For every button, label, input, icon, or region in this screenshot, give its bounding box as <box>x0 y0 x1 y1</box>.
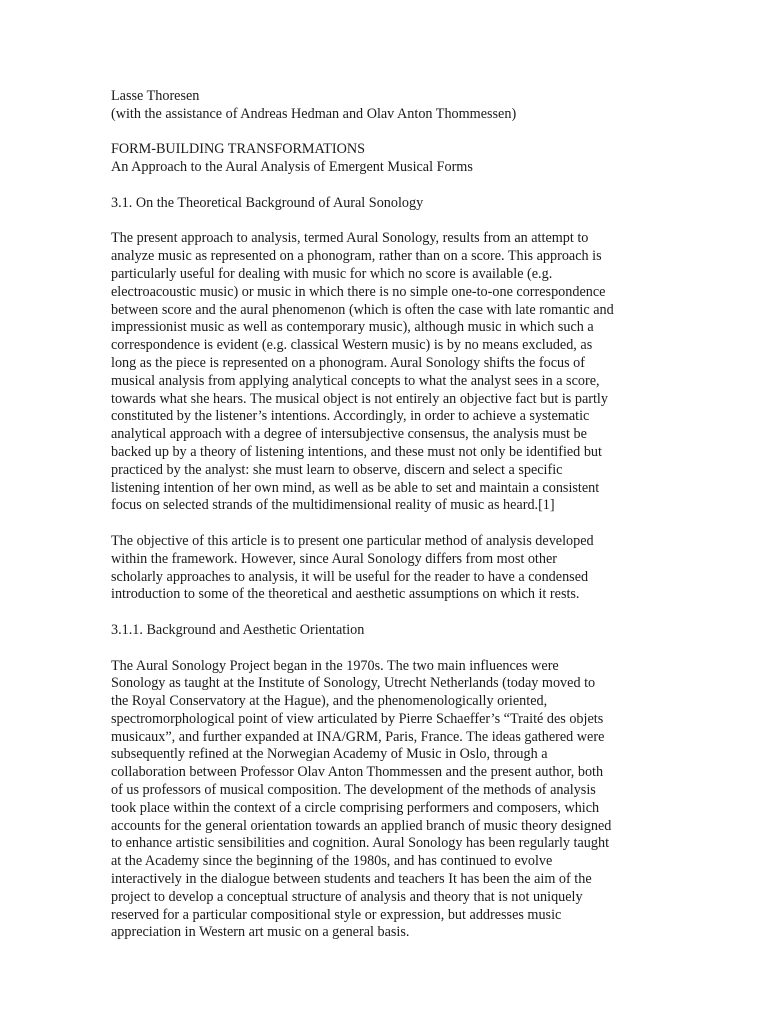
text-line: The present approach to analysis, termed Aural Sonology, results from an attempt to <box>111 230 589 247</box>
text-line: scholarly approaches to analysis, it will be useful for the reader to have a condensed <box>111 568 589 585</box>
text-line: to enhance artistic sensibilities and cognition. Aural Sonology has been regularly taught <box>111 835 610 852</box>
spacer <box>111 177 671 195</box>
document-title: FORM-BUILDING TRANSFORMATIONS <box>111 141 365 158</box>
text-line: of us professors of musical composition. The development of the methods of analysis <box>111 782 596 799</box>
spacer <box>111 604 671 622</box>
spacer <box>111 640 671 658</box>
text-line: the Royal Conservatory at the Hague), and the phenomenologically oriented, <box>111 693 548 710</box>
text-line: spectromorphological point of view articulated by Pierre Schaeffer’s “Traité des objets <box>111 710 604 727</box>
paragraph-3 <box>111 658 671 943</box>
text-line: reserved for a particular compositional style or expression, but addresses music <box>111 906 562 923</box>
text-line: towards what she hears. The musical object is not entirely an objective fact but is partly <box>111 390 608 407</box>
text-line: accounts for the general orientation towards an applied branch of music theory designed <box>111 817 612 834</box>
author-name: Lasse Thoresen <box>111 88 200 104</box>
text-line: appreciation in Western art music on a general basis. <box>111 924 410 941</box>
text-line: correspondence is evident (e.g. classical Western music) is by no means excluded, as <box>111 337 593 354</box>
text-line: practiced by the analyst: she must learn to observe, discern and select a specific <box>111 461 563 478</box>
subsection-heading: 3.1.1. Background and Aesthetic Orientation <box>111 621 365 638</box>
assistance-credit: (with the assistance of Andreas Hedman and Olav Anton Thommessen) <box>111 105 517 122</box>
text-line: electroacoustic music) or music in which there is no simple one-to-one correspondence <box>111 283 606 300</box>
text-line: Sonology as taught at the Institute of Sonology, Utrecht Netherlands (today moved to <box>111 675 596 692</box>
text-line: The Aural Sonology Project began in the 1970s. The two main influences were <box>111 657 559 674</box>
text-line: project to develop a conceptual structure of analysis and theory that is not uniquely <box>111 888 583 905</box>
text-line: listening intention of her own mind, as well as be able to set and maintain a consistent <box>111 479 600 496</box>
document-subtitle: An Approach to the Aural Analysis of Emergent Musical Forms <box>111 159 473 176</box>
spacer <box>111 515 671 533</box>
text-line: interactively in the dialogue between students and teachers It has been the aim of the <box>111 871 592 888</box>
text-line: The objective of this article is to present one particular method of analysis developed <box>111 532 594 549</box>
text-line: between score and the aural phenomenon (which is often the case with late romantic and <box>111 301 614 318</box>
text-line: within the framework. However, since Aural Sonology differs from most other <box>111 550 557 567</box>
text-line: introduction to some of the theoretical and aesthetic assumptions on which it rests. <box>111 586 580 603</box>
text-line: took place within the context of a circle comprising performers and composers, which <box>111 799 600 816</box>
text-line: musical analysis from applying analytical concepts to what the analyst sees in a score, <box>111 372 600 389</box>
text-line: musicaux”, and further expanded at INA/GRM, Paris, France. The ideas gathered were <box>111 728 605 745</box>
document-page <box>111 88 671 942</box>
paragraph-2 <box>111 533 671 604</box>
text-line: constituted by the listener’s intentions. Accordingly, in order to achieve a systematic <box>111 408 590 425</box>
text-line: analyze music as represented on a phonogram, rather than on a score. This approach is <box>111 248 602 265</box>
text-line: particularly useful for dealing with music for which no score is available (e.g. <box>111 265 553 282</box>
section-heading: 3.1. On the Theoretical Background of Aural Sonology <box>111 194 424 211</box>
text-line: long as the piece is represented on a phonogram. Aural Sonology shifts the focus of <box>111 354 585 371</box>
text-line: collaboration between Professor Olav Anton Thommessen and the present author, both <box>111 764 604 781</box>
text-line: backed up by a theory of listening intentions, and these must not only be identified but <box>111 443 602 460</box>
spacer <box>111 124 671 142</box>
text-line: analytical approach with a degree of intersubjective consensus, the analysis must be <box>111 426 587 443</box>
paragraph-1 <box>111 230 671 515</box>
text-line: impressionist music as well as contemporary music), although music in which such a <box>111 319 594 336</box>
text-line: focus on selected strands of the multidimensional reality of music as heard.[1] <box>111 497 555 514</box>
text-line: subsequently refined at the Norwegian Academy of Music in Oslo, through a <box>111 746 548 763</box>
spacer <box>111 213 671 231</box>
text-line: at the Academy since the beginning of the 1980s, and has continued to evolve <box>111 853 553 870</box>
